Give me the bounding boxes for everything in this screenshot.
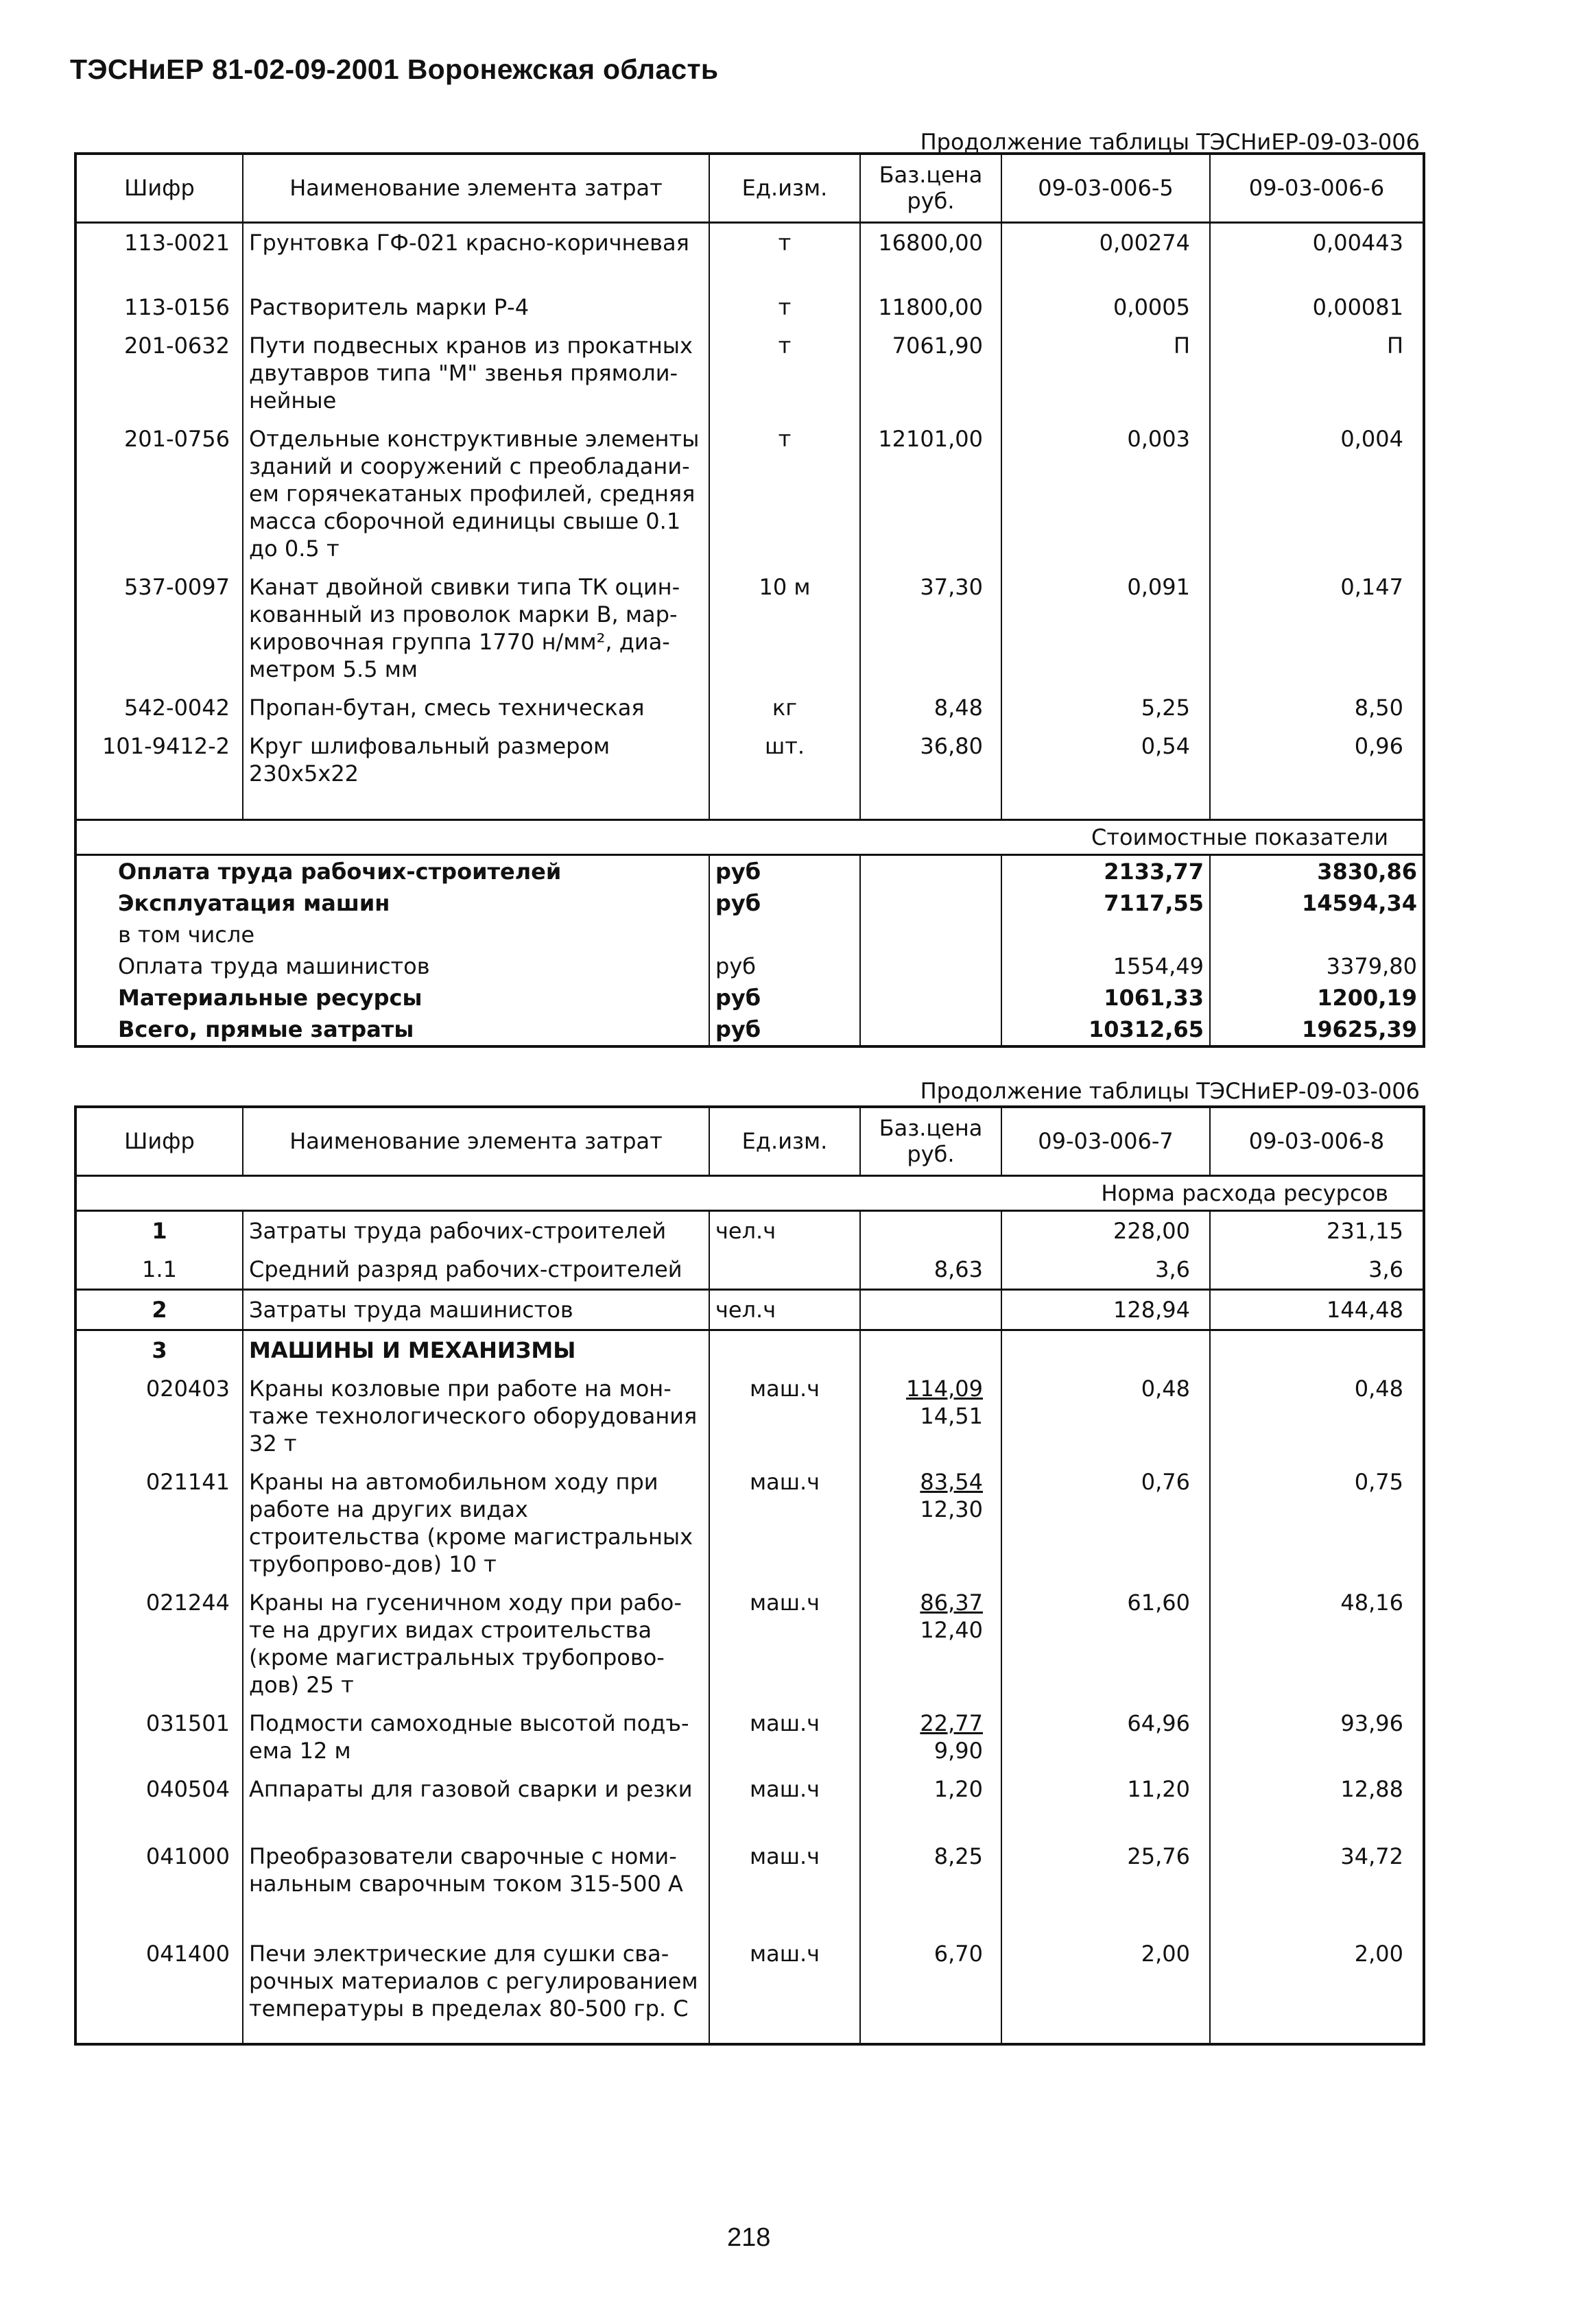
section-cost-indicators: Стоимостные показатели <box>75 819 1424 854</box>
row-name: Средний разряд рабочих-строителей <box>243 1250 709 1290</box>
row-name: Аппараты для газовой сварки и резки <box>243 1770 709 1837</box>
row-price: 8,63 <box>860 1250 1001 1290</box>
table-row <box>75 1934 1424 2044</box>
row-name: Преобразователи сварочные с номи-нальным сварочным током 315-500 А <box>243 1837 709 1934</box>
row-name: Пропан-бутан, смесь техническая <box>243 688 709 727</box>
row-v2: 8,50 <box>1210 688 1424 727</box>
row-v1: 0,0005 <box>1001 288 1210 326</box>
row-name: Круг шлифовальный размером 230х5х22 <box>243 727 709 793</box>
row-code: 031501 <box>75 1704 243 1770</box>
table-row <box>75 222 1424 262</box>
table-row <box>75 1210 1424 1250</box>
row-price: 6,70 <box>860 1934 1001 2044</box>
row-unit: т <box>709 222 860 262</box>
col-header-v2: 09-03-006-8 <box>1210 1107 1424 1175</box>
row-v2: 0,147 <box>1210 568 1424 688</box>
page-number: 218 <box>727 2223 771 2252</box>
summary-label: в том числе <box>75 919 709 950</box>
summary-label: Эксплуатация машин <box>75 887 709 919</box>
row-v2: 0,96 <box>1210 727 1424 793</box>
row-v1: 5,25 <box>1001 688 1210 727</box>
table1 <box>74 152 1425 1048</box>
row-code: 040504 <box>75 1770 243 1837</box>
row-code: 113-0021 <box>75 222 243 262</box>
row-name: Пути подвесных кранов из прокатных двутавров типа "М" звенья прямоли-нейные <box>243 326 709 420</box>
row-v2: 144,48 <box>1210 1289 1424 1330</box>
row-v2: 93,96 <box>1210 1704 1424 1770</box>
col-header-v1: 09-03-006-5 <box>1001 154 1210 222</box>
col-header-code: Шифр <box>75 1107 243 1175</box>
row-unit: маш.ч <box>709 1463 860 1583</box>
row-name: МАШИНЫ И МЕХАНИЗМЫ <box>243 1330 709 1369</box>
col-header-name: Наименование элемента затрат <box>243 154 709 222</box>
row-v1: П <box>1001 326 1210 420</box>
row-code: 113-0156 <box>75 288 243 326</box>
summary-row <box>75 1014 1424 1046</box>
summary-v1: 7117,55 <box>1001 887 1210 919</box>
table1-continuation: Продолжение таблицы ТЭСНиЕР-09-03-006 <box>920 129 1420 155</box>
row-v1: 0,00274 <box>1001 222 1210 262</box>
summary-unit: руб <box>709 887 860 919</box>
row-price: 16800,00 <box>860 222 1001 262</box>
row-v2: 0,48 <box>1210 1369 1424 1463</box>
row-name: Краны на гусеничном ходу при рабо-те на других видах строительства (кроме магистральных трубопрово-дов) 25 т <box>243 1583 709 1704</box>
row-v1: 2,00 <box>1001 1934 1210 2044</box>
table-row <box>75 1289 1424 1330</box>
row-v2: 12,88 <box>1210 1770 1424 1837</box>
row-v2: 48,16 <box>1210 1583 1424 1704</box>
summary-row <box>75 854 1424 887</box>
table-row <box>75 288 1424 326</box>
row-price: 8,25 <box>860 1837 1001 1934</box>
row-v2: П <box>1210 326 1424 420</box>
summary-label: Оплата труда рабочих-строителей <box>75 854 709 887</box>
row-price-wage: 14,51 <box>920 1402 983 1429</box>
table-row <box>75 420 1424 568</box>
summary-v2: 3379,80 <box>1210 950 1424 982</box>
summary-row <box>75 887 1424 919</box>
summary-row <box>75 982 1424 1014</box>
row-price-wage: 9,90 <box>934 1737 983 1764</box>
row-code: 537-0097 <box>75 568 243 688</box>
row-name: Затраты труда машинистов <box>243 1289 709 1330</box>
row-price: 86,37 <box>920 1589 983 1616</box>
summary-v1: 1554,49 <box>1001 950 1210 982</box>
row-price-wage: 12,40 <box>920 1616 983 1643</box>
table-row <box>75 1770 1424 1837</box>
col-header-v1: 09-03-006-7 <box>1001 1107 1210 1175</box>
summary-row <box>75 950 1424 982</box>
col-header-unit: Ед.изм. <box>709 154 860 222</box>
col-header-v2: 09-03-006-6 <box>1210 154 1424 222</box>
row-unit: т <box>709 326 860 420</box>
summary-unit: руб <box>709 1014 860 1046</box>
row-name: Затраты труда рабочих-строителей <box>243 1210 709 1250</box>
row-price <box>860 1289 1001 1330</box>
row-code: 201-0756 <box>75 420 243 568</box>
summary-unit: руб <box>709 854 860 887</box>
section-resource-norms: Норма расхода ресурсов <box>75 1175 1424 1210</box>
row-name: Подмости самоходные высотой подъ-ема 12 м <box>243 1704 709 1770</box>
row-unit: шт. <box>709 727 860 793</box>
row-unit: т <box>709 288 860 326</box>
row-unit: 10 м <box>709 568 860 688</box>
row-unit: маш.ч <box>709 1704 860 1770</box>
table-row <box>75 1369 1424 1463</box>
summary-label: Оплата труда машинистов <box>75 950 709 982</box>
row-v1: 0,54 <box>1001 727 1210 793</box>
row-unit: маш.ч <box>709 1369 860 1463</box>
table2 <box>74 1105 1425 2046</box>
row-price: 36,80 <box>860 727 1001 793</box>
row-v1: 25,76 <box>1001 1837 1210 1934</box>
row-unit: чел.ч <box>709 1289 860 1330</box>
row-unit: чел.ч <box>709 1210 860 1250</box>
row-name: Печи электрические для сушки сва-рочных материалов с регулированием температуры в пределах 80-500 гр. С <box>243 1934 709 2044</box>
row-name: Канат двойной свивки типа ТК оцин-кованный из проволок марки В, мар-кировочная группа 1770 н/мм², диа-метром 5.5 мм <box>243 568 709 688</box>
table-row <box>75 326 1424 420</box>
table-row <box>75 727 1424 793</box>
row-price: 12101,00 <box>860 420 1001 568</box>
table-row <box>75 1837 1424 1934</box>
summary-v2: 14594,34 <box>1210 887 1424 919</box>
row-unit: кг <box>709 688 860 727</box>
summary-row <box>75 919 1424 950</box>
table-row <box>75 688 1424 727</box>
row-unit <box>709 1250 860 1290</box>
row-code: 021244 <box>75 1583 243 1704</box>
summary-label: Всего, прямые затраты <box>75 1014 709 1046</box>
row-price: 1,20 <box>860 1770 1001 1837</box>
row-v2: 0,004 <box>1210 420 1424 568</box>
col-header-unit: Ед.изм. <box>709 1107 860 1175</box>
row-price: 37,30 <box>860 568 1001 688</box>
row-v1: 0,091 <box>1001 568 1210 688</box>
row-unit: маш.ч <box>709 1934 860 2044</box>
row-v1: 11,20 <box>1001 1770 1210 1837</box>
page-title: ТЭСНиЕР 81-02-09-2001 Воронежская область <box>70 53 719 85</box>
table-row <box>75 1330 1424 1369</box>
row-v1: 0,48 <box>1001 1369 1210 1463</box>
row-price: 8,48 <box>860 688 1001 727</box>
row-name: Краны козловые при работе на мон-таже технологического оборудования 32 т <box>243 1369 709 1463</box>
row-code: 2 <box>75 1289 243 1330</box>
row-v1: 0,003 <box>1001 420 1210 568</box>
row-price: 114,09 <box>906 1375 983 1402</box>
summary-v1: 2133,77 <box>1001 854 1210 887</box>
summary-unit: руб <box>709 982 860 1014</box>
row-price: 22,77 <box>920 1710 983 1736</box>
col-header-price: Баз.цена руб. <box>860 1107 1001 1175</box>
summary-v2: 19625,39 <box>1210 1014 1424 1046</box>
row-v1: 61,60 <box>1001 1583 1210 1704</box>
row-unit: маш.ч <box>709 1770 860 1837</box>
row-code: 101-9412-2 <box>75 727 243 793</box>
row-name: Грунтовка ГФ-021 красно-коричневая <box>243 222 709 262</box>
row-code: 1 <box>75 1210 243 1250</box>
row-code: 021141 <box>75 1463 243 1583</box>
col-header-price: Баз.цена руб. <box>860 154 1001 222</box>
row-v2: 0,00443 <box>1210 222 1424 262</box>
row-price: 7061,90 <box>860 326 1001 420</box>
row-price <box>860 1210 1001 1250</box>
row-code: 041000 <box>75 1837 243 1934</box>
row-price-wage: 12,30 <box>920 1496 983 1522</box>
row-v1: 128,94 <box>1001 1289 1210 1330</box>
table-row <box>75 568 1424 688</box>
row-code: 542-0042 <box>75 688 243 727</box>
row-v1: 228,00 <box>1001 1210 1210 1250</box>
summary-v1: 1061,33 <box>1001 982 1210 1014</box>
table-row <box>75 1250 1424 1290</box>
row-name: Краны на автомобильном ходу при работе на других видах строительства (кроме магистральных трубопрово-дов) 10 т <box>243 1463 709 1583</box>
row-unit: маш.ч <box>709 1583 860 1704</box>
summary-v2: 1200,19 <box>1210 982 1424 1014</box>
row-code: 020403 <box>75 1369 243 1463</box>
row-price: 83,54 <box>920 1468 983 1495</box>
table2-continuation: Продолжение таблицы ТЭСНиЕР-09-03-006 <box>920 1078 1420 1104</box>
row-unit: т <box>709 420 860 568</box>
row-v2: 0,00081 <box>1210 288 1424 326</box>
row-code: 041400 <box>75 1934 243 2044</box>
row-v2: 3,6 <box>1210 1250 1424 1290</box>
row-v1: 64,96 <box>1001 1704 1210 1770</box>
row-v2: 231,15 <box>1210 1210 1424 1250</box>
summary-label: Материальные ресурсы <box>75 982 709 1014</box>
summary-v1: 10312,65 <box>1001 1014 1210 1046</box>
row-code: 201-0632 <box>75 326 243 420</box>
row-code: 1.1 <box>75 1250 243 1290</box>
row-name: Растворитель марки Р-4 <box>243 288 709 326</box>
row-unit: маш.ч <box>709 1837 860 1934</box>
table-row <box>75 1463 1424 1583</box>
row-v2: 2,00 <box>1210 1934 1424 2044</box>
summary-unit: руб <box>709 950 860 982</box>
row-code: 3 <box>75 1330 243 1369</box>
row-v1: 3,6 <box>1001 1250 1210 1290</box>
table-row <box>75 1583 1424 1704</box>
table-row <box>75 1704 1424 1770</box>
row-name: Отдельные конструктивные элементы зданий и сооружений с преобладани-ем горячекатаных профилей, средняя масса сборочной единицы свыше 0.1 до 0.5 т <box>243 420 709 568</box>
col-header-code: Шифр <box>75 154 243 222</box>
row-v1: 0,76 <box>1001 1463 1210 1583</box>
summary-v2: 3830,86 <box>1210 854 1424 887</box>
row-price: 11800,00 <box>860 288 1001 326</box>
col-header-name: Наименование элемента затрат <box>243 1107 709 1175</box>
row-v2: 0,75 <box>1210 1463 1424 1583</box>
row-v2: 34,72 <box>1210 1837 1424 1934</box>
